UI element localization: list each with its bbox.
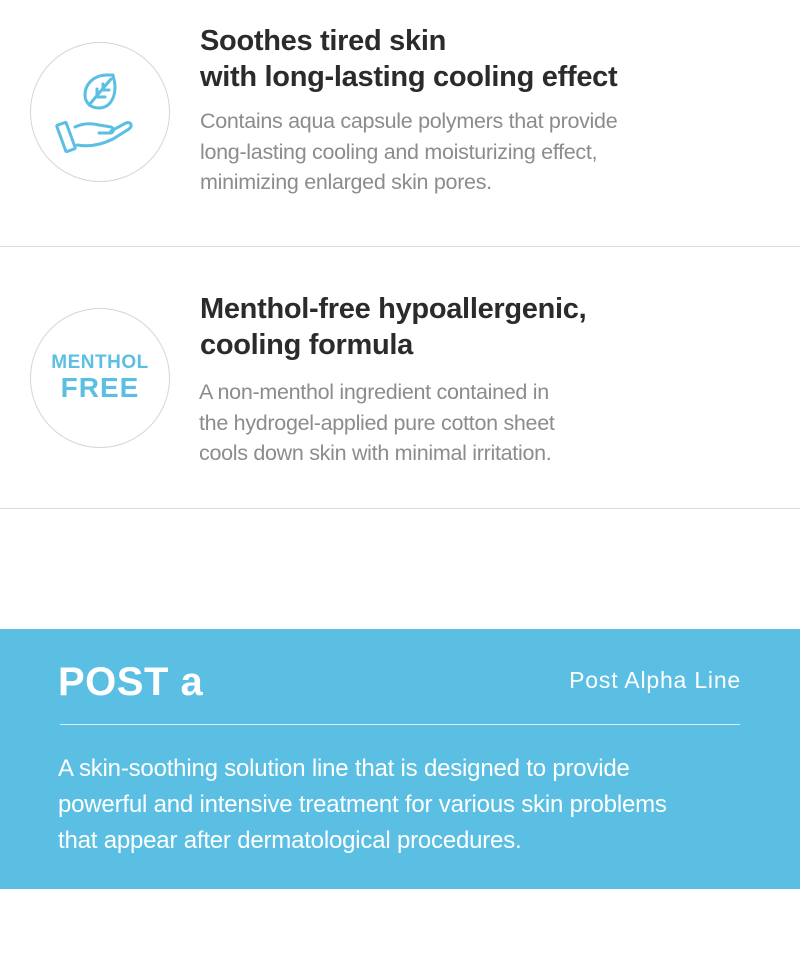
feature-title-line: Menthol-free hypoallergenic, xyxy=(200,293,587,325)
banner-divider xyxy=(60,724,740,725)
feature-description-line: cools down skin with minimal irritation. xyxy=(199,441,552,465)
feature-title xyxy=(200,23,760,95)
feature-description-line: the hydrogel-applied pure cotton sheet xyxy=(199,410,555,435)
feature-description xyxy=(199,377,739,469)
menthol-free-badge xyxy=(30,308,170,448)
feature-title-line: cooling formula xyxy=(200,329,414,361)
banner-description-line: A skin-soothing solution line that is designed to provide xyxy=(58,755,630,782)
banner-description xyxy=(58,751,758,859)
menthol-badge-line1: MENTHOL xyxy=(51,352,149,373)
feature-description-line: A non-menthol ingredient contained in xyxy=(199,380,549,404)
banner-subtitle: Post Alpha Line xyxy=(569,667,741,693)
feature-title-line: with long-lasting cooling effect xyxy=(200,61,618,93)
feature-description-line: minimizing enlarged skin pores. xyxy=(200,170,492,194)
feature-title xyxy=(200,291,760,363)
banner-title: POST a xyxy=(58,660,204,704)
feature-menthol-free xyxy=(0,248,800,509)
feature-title-line: Soothes tired skin xyxy=(200,25,446,57)
feature-icon-circle xyxy=(30,42,170,182)
banner-description-line: powerful and intensive treatment for various skin problems xyxy=(58,791,667,818)
feature-description-line: Contains aqua capsule polymers that provide xyxy=(200,109,618,133)
banner-description-line: that appear after dermatological procedures. xyxy=(58,827,522,854)
feature-cooling xyxy=(0,0,800,247)
leaf-hand-icon xyxy=(55,67,145,157)
feature-description-line: long-lasting cooling and moisturizing effect, xyxy=(200,139,598,164)
product-line-banner xyxy=(0,629,800,889)
feature-description xyxy=(200,106,740,198)
menthol-badge-line2: FREE xyxy=(60,372,140,403)
